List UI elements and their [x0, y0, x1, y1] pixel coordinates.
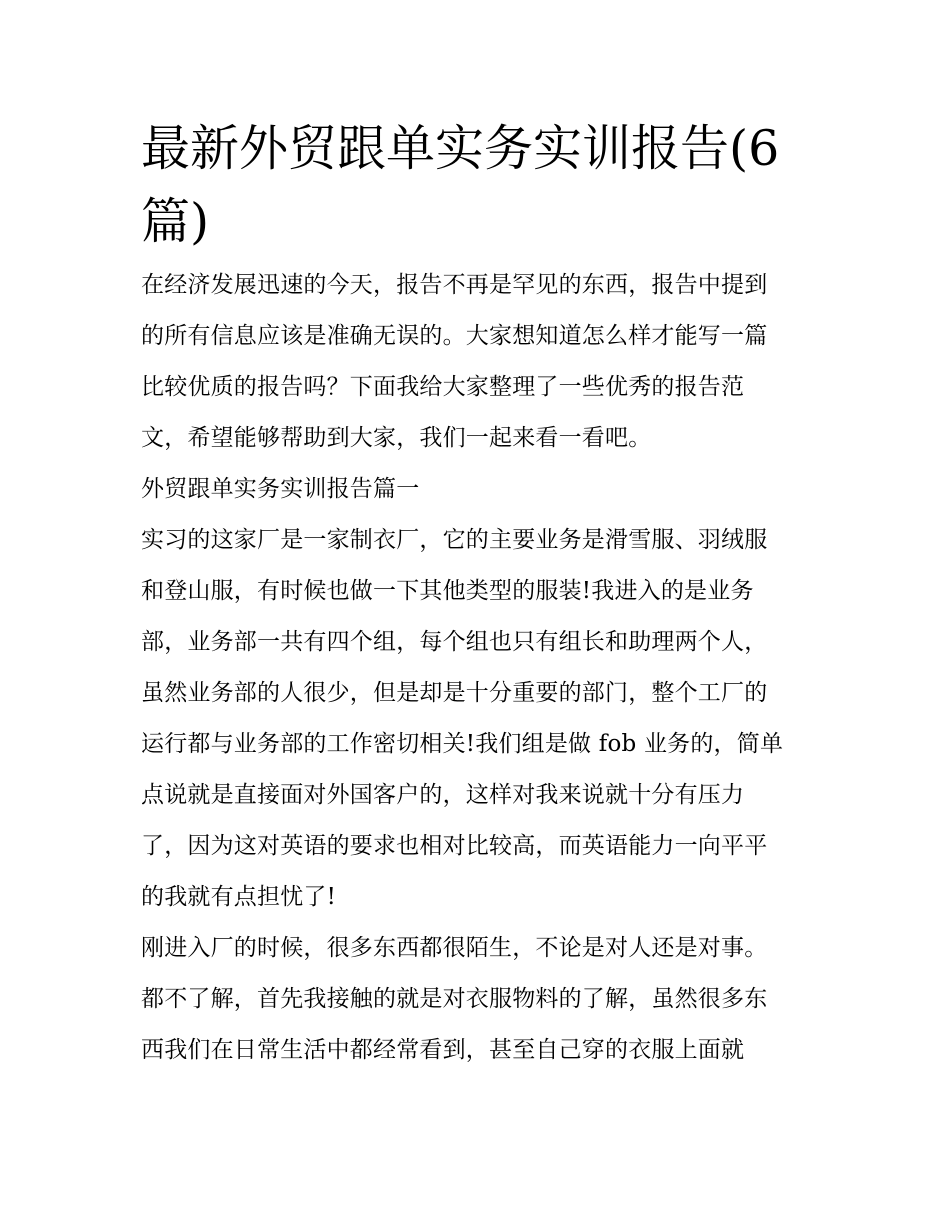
text-line: 西我们在日常生活中都经常看到，甚至自己穿的衣服上面就: [141, 1037, 745, 1063]
text-line: 都不了解，首先我接触的就是对衣服物料的了解，虽然很多东: [141, 986, 768, 1012]
section-heading: [141, 464, 813, 515]
intro-paragraph: [141, 260, 813, 464]
text-line: 虽然业务部的人很少，但是却是十分重要的部门，整个工厂的: [141, 680, 768, 706]
title-line: 篇): [141, 193, 210, 250]
text-line: 实习的这家厂是一家制衣厂，它的主要业务是滑雪服、羽绒服: [141, 527, 768, 553]
text-line: 比较优质的报告吗？下面我给大家整理了一些优秀的报告范: [141, 374, 745, 400]
text-line: 的我就有点担忧了!: [141, 884, 337, 910]
text-line: 了，因为这对英语的要求也相对比较高，而英语能力一向平平: [141, 833, 768, 859]
section-heading-text: 外贸跟单实务实训报告篇一: [141, 476, 420, 502]
text-line: 刚进入厂的时候，很多东西都很陌生，不论是对人还是对事。: [141, 935, 768, 961]
text-line: 运行都与业务部的工作密切相关!我们组是做 fob 业务的，简单: [141, 731, 784, 757]
text-line: 点说就是直接面对外国客户的，这样对我来说就十分有压力: [141, 782, 745, 808]
document-title: [141, 112, 813, 258]
text-line: 文，希望能够帮助到大家，我们一起来看一看吧。: [141, 425, 652, 451]
document-content: [141, 112, 813, 1076]
body-paragraph-2: [141, 923, 813, 1076]
text-line: 和登山服，有时候也做一下其他类型的服装!我进入的是业务: [141, 578, 754, 604]
body-paragraph-1: [141, 515, 813, 923]
text-line: 在经济发展迅速的今天，报告不再是罕见的东西，报告中提到: [141, 272, 768, 298]
text-line: 的所有信息应该是准确无误的。大家想知道怎么样才能写一篇: [141, 323, 768, 349]
title-line: 最新外贸跟单实务实训报告(6: [141, 120, 780, 177]
text-line: 部，业务部一共有四个组，每个组也只有组长和助理两个人，: [141, 629, 768, 655]
